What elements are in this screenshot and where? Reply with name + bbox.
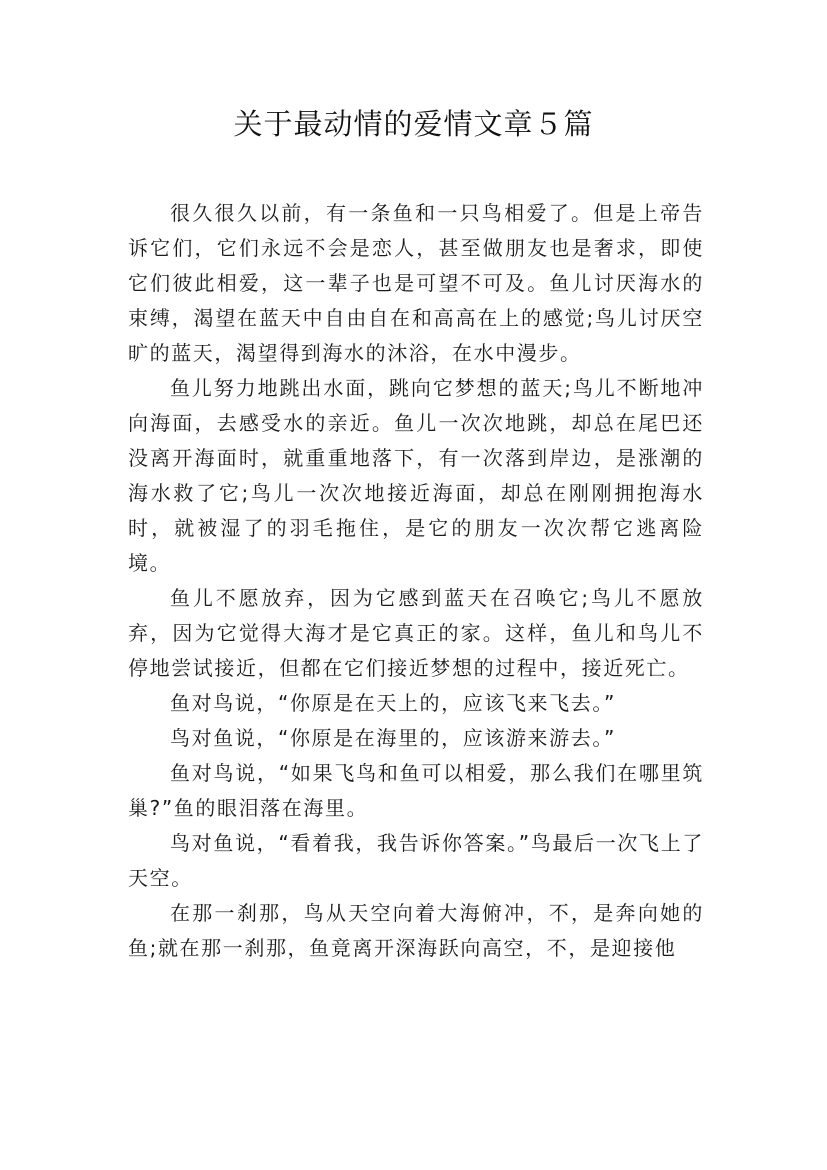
paragraph-8: 在那一刹那，鸟从天空向着大海俯冲，不，是奔向她的鱼;就在那一刹那，鱼竟离开深海跃向高空，不，是迎接他 (128, 901, 704, 960)
paragraph-5: 鸟对鱼说，“你原是在海里的，应该游来游去。” (170, 726, 616, 750)
paragraph-6: 鱼对鸟说，“如果飞鸟和鱼可以相爱，那么我们在哪里筑巢?”鱼的眼泪落在海里。 (128, 761, 704, 820)
paragraph-2: 鱼儿努力地跳出水面，跳向它梦想的蓝天;鸟儿不断地冲向海面，去感受水的亲近。鱼儿一次次地跳，却总在尾巴还没离开海面时，就重重地落下，有一次落到岸边，是涨潮的海水救了它;鸟儿一次次地接近海面，却总在刚刚拥抱海水时，就被湿了的羽毛拖住，是它的朋友一次次帮它逃离险境。 (128, 376, 704, 575)
paragraph-1: 很久很久以前，有一条鱼和一只鸟相爱了。但是上帝告诉它们，它们永远不会是恋人，甚至做朋友也是奢求，即使它们彼此相爱，这一辈子也是可望不可及。鱼儿讨厌海水的束缚，渴望在蓝天中自由自在和高高在上的感觉;鸟儿讨厌空旷的蓝天，渴望得到海水的沐浴，在水中漫步。 (128, 201, 704, 365)
document-title: 关于最动情的爱情文章５篇 (233, 107, 594, 141)
paragraph-3: 鱼儿不愿放弃，因为它感到蓝天在召唤它;鸟儿不愿放弃，因为它觉得大海才是它真正的家。这样，鱼儿和鸟儿不停地尝试接近，但都在它们接近梦想的过程中，接近死亡。 (128, 586, 704, 680)
paragraph-7: 鸟对鱼说，“看着我，我告诉你答案。”鸟最后一次飞上了天空。 (128, 831, 704, 890)
document-body (128, 196, 704, 966)
paragraph-4: 鱼对鸟说，“你原是在天上的，应该飞来飞去。” (170, 691, 616, 715)
